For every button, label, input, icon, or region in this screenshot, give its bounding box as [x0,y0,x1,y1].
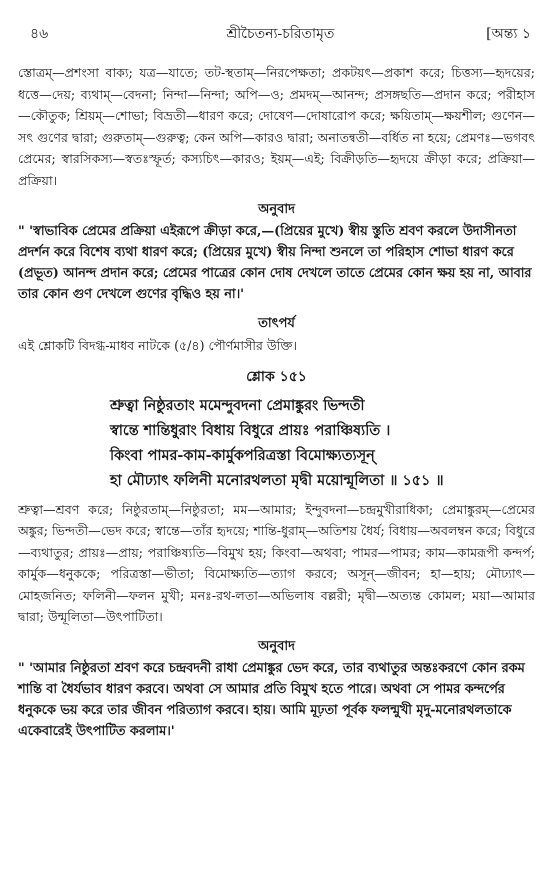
translation-heading-2: অনুবাদ [258,638,295,654]
section-label: [অন্ত্য ১ [486,26,531,42]
book-title: শ্রীচৈতন্য-চরিতামৃত [226,26,335,42]
purport-text: এই শ্লোকটি বিদগ্ধ-মাধব নাটকে (৫/৪) পৌর্ণমাসীর উক্তি। [18,338,298,353]
synonyms-paragraph-1: স্তোত্রম্—প্রশংসা বাক্য; যত্র—যাতে; তট-স্থতাম্—নিরপেক্ষতা; প্রকটয়ৎ—প্রকাশ করে; চিত্তস্য—হৃদয়ের; ধত্তে—দেয়; ব্যথাম্—বেদনা; নিন্দা—নিন্দা; অপি—ও; প্রমদম্—আনন্দ; প্রসঙ্গছতি—প্রদান করে; পরীহাস—কৌতুক; শ্রিয়ম্—শোভা; বিভ্রতী—ধারণ করে; দোষেণ—দোষারোপ করে; ক্ষয়িতাম্—ক্ষয়শীল; গুণেন—সৎ গুণের দ্বারা; গুরুতাম্—গুরুত্ব; কেন অপি—কারও দ্বারা; অনাতন্বতী—বর্ধিত না হয়ে; প্রেমণঃ—ভগবৎ প্রেমের; স্বারসিকস্য—স্বতঃস্ফূর্ত; কস্যচিৎ—কারও; ইয়ম্—এই; বিক্রীড়তি—হৃদয়ে ক্রীড়া করে; প্রক্রিয়া—প্রক্রিয়া। [18,65,535,188]
purport-heading: তাৎপর্য [258,316,295,331]
verse-line: স্বান্তে শান্তিধুরাং বিধায় বিধুরে প্রায়ঃ পরাঞ্চিষ্যতি । [110,421,391,439]
synonyms-paragraph-2: শ্রুত্বা—শ্রবণ করে; নিষ্ঠুরতাম্—নিষ্ঠুরতা; মম—আমার; ইন্দুবদনা—চন্দ্রমুখীরাধিকা; প্রেমাঙ্কুরম্—প্রেমের অঙ্কুর; ভিন্দতী—ভেদ করে; স্বান্তে—তাঁর হৃদয়ে; শান্তি-ধুরাম্—অতিশয় ধৈর্য; বিধায়—অবলম্বন করে; বিধুরে—ব্যথাতুর; প্রায়ঃ—প্রায়; পরাঞ্চিষ্যতি—বিমুখ হয়; কিংবা—অথবা; পামর—পামর; কাম—কামরূপী কন্দর্প; কার্মুক—ধনুককে; পরিত্রস্তা—ভীতা; বিমোক্ষ্যতি—ত্যাগ করবে; অসূন্—জীবন; হা—হায়; মৌঢ্যাৎ—মোহজনিত; ফলিনী—ফলন মুখী; মনঃ-রথ-লতা—অভিলাষ বল্লরী; মৃদ্বী—অত্যন্ত কোমল; ময়া—আমার দ্বারা; উন্মূলিতা—উৎপাটিতা। [18,501,535,624]
verse-title: শ্লোক ১৫১ [246,368,307,385]
translation-text-2: " 'আমার নিষ্ঠুরতা শ্রবণ করে চন্দ্রবদনী রাধা প্রেমাঙ্কুর ভেদ করে, তার ব্যথাতুর অন্তঃকরণে কোন রকম শান্তি বা ধৈর্যভাব ধারণ করবে। অথবা সে আমার প্রতি বিমুখ হতে পারে। অথবা সে পামর কন্দর্পের ধনুককে ভয় করে তার জীবন পরিত্যাগ করবে। হায়। আমি মূঢ়তা পূর্বক ফলন্মুখী মৃদু-মনোরথলতাকে একেবারেই উৎপাটিত করলাম।' [18,660,525,739]
verse-line: কিংবা পামর-কাম-কার্মুকপরিত্রস্তা বিমোক্ষ্যত্যসূন্ [110,446,375,464]
page-content [18,62,535,742]
sanskrit-verse [18,393,535,493]
page-number: ৪৬ [30,26,49,42]
verse-line: শ্রুত্বা নিষ্ঠুরতাং মমেন্দুবদনা প্রেমাঙ্কুরং ভিন্দতী [110,396,365,414]
translation-heading-1: অনুবাদ [258,202,295,217]
verse-line: হা মৌঢ্যাৎ ফলিনী মনোরথলতা মৃদ্বী ময়োন্মূলিতা ॥ ১৫১ ॥ [110,471,444,489]
translation-text-1: " 'স্বাভাবিক প্রেমের প্রক্রিয়া এইরূপে ক্রীড়া করে,—(প্রিয়ের মুখে) স্বীয় স্তুতি শ্রবণ করলে উদাসীনতা প্রদর্শন করে বিশেষ ব্যথা ধারণ করে; (প্রিয়ের মুখে) স্বীয় নিন্দা শুনলে তা পরিহাস শোভা ধারণ করে (প্রভূত) আনন্দ প্রদান করে; প্রেমের পাত্রের কোন দোষ দেখলে তাতে প্রেমের কোন ক্ষয় হয় না, আবার তার কোন গুণ দেখলে গুণের বৃদ্ধিও হয় না।' [18,224,532,302]
running-head [30,22,531,44]
